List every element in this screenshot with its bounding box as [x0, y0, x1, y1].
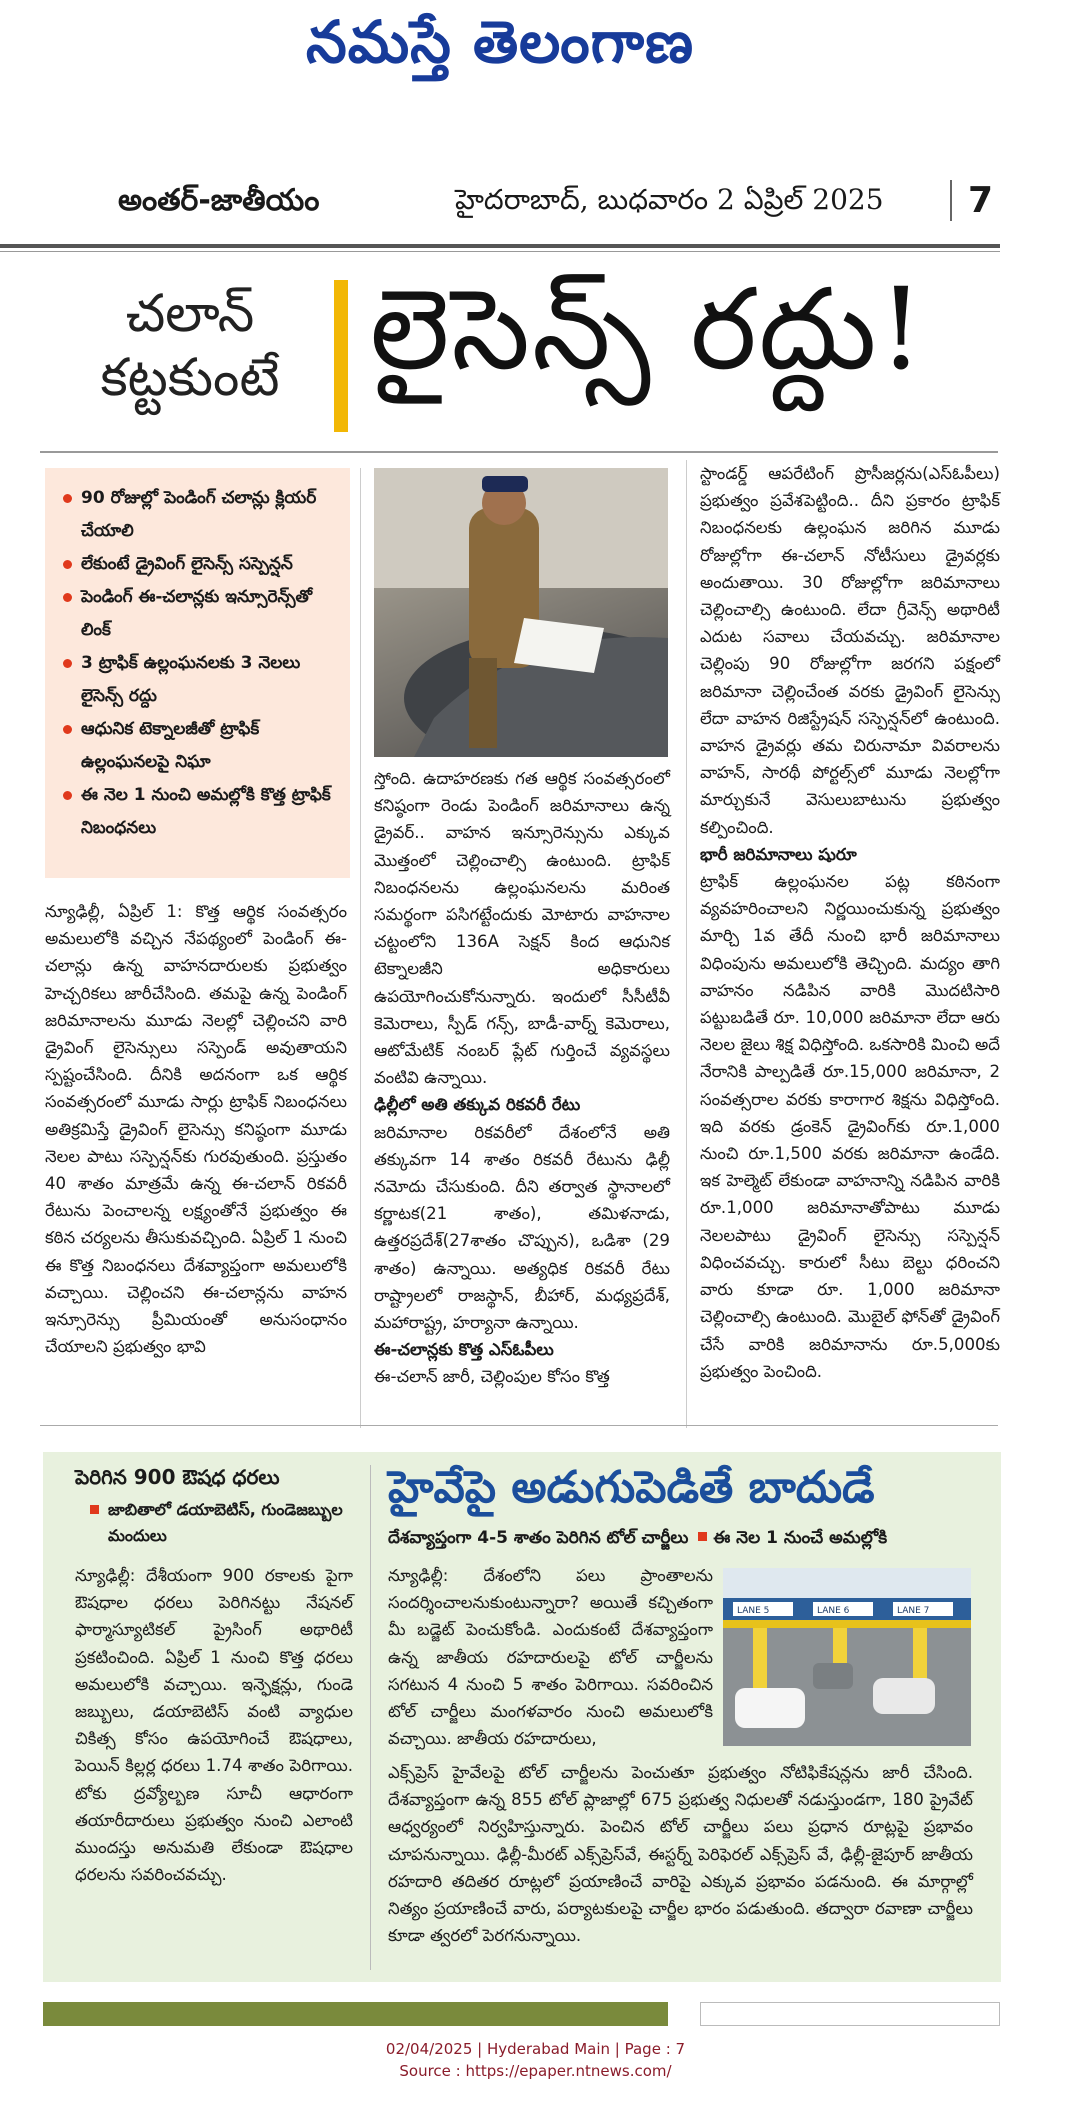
next-section-strip — [43, 2002, 668, 2026]
traffic-police-illustration — [374, 468, 668, 757]
toll-plaza-photo — [723, 1568, 971, 1746]
footer-source: Source : https://epaper.ntnews.com/ — [399, 2062, 672, 2080]
drug-prices-subhead: జాబితాలో డయాబెటిస్, గుండెజబ్బుల మందులు — [90, 1497, 350, 1549]
article-text: స్తోంది. ఉదాహరణకు గత ఆర్థిక సంవత్సరంలో కనిష్ఠంగా రెండు పెండింగ్ జరిమానాలు ఉన్న డ్రైవర్.. వాహన ఇన్సూరెన్సును ఎక్కువ మొత్తంలో చెల్లించాల్సి ఉంటుంది. ట్రాఫిక్ నిబంధనలను ఉల్లంఘనలను మరింత సమర్థంగా పసిగట్టేందుకు మోటారు వాహనాల చట్టంలోని 136A సెక్షన్ కింద ఆధునిక టెక్నాలజీని అధికారులు ఉపయోగించుకోనున్నారు. ఇందులో సీసీటీవీ కెమెరాలు, స్పీడ్ గన్స్, బాడీ-వార్న్ కెమెరాలు, ఆటోమేటిక్ నంబర్ ప్లేట్ గుర్తించే వ్యవస్థలు వంటివి ఉన్నాయి. — [374, 769, 670, 1088]
main-headline: లైసెన్స్ రద్దు! — [370, 265, 926, 395]
subheading-new-sops: ఈ-చలాన్లకు కొత్త ఎస్‌ఓపీలు — [374, 1340, 554, 1360]
kicker-line-1: చలాన్ — [125, 284, 255, 344]
drug-prices-title: పెరిగిన 900 ఔషధ ధరలు — [75, 1465, 280, 1489]
section-label: అంతర్-జాతీయం — [118, 183, 320, 218]
toll-deck-1: దేశవ్యాప్తంగా 4-5 శాతం పెరిగిన టోల్ చార్జీలు — [388, 1528, 689, 1548]
bullet-square-icon — [698, 1532, 707, 1541]
masthead: నమస్తే తెలంగాణ — [306, 8, 694, 76]
article-text: జరిమానాల రికవరీలో దేశంలోనే అతి తక్కువగా 14 శాతం రికవరీ రేటును ఢిల్లీ నమోదు చేసుకుంది. దీని తర్వాత స్థానాలలో కర్ణాటక(21 శాతం), తమిళనాడు, ఉత్తరప్రదేశ్(27శాతం చొప్పున), ఒడిశా (29 శాతం) ఉన్నాయి. అత్యధిక రికవరీ రేటు రాష్ట్రాలలో రాజస్థాన్, బీహార్, మధ్యప్రదేశ్, మహారాష్ట్ర, హర్యానా ఉన్నాయి. — [374, 1122, 670, 1333]
toll-deck-2: ఈ నెల 1 నుంచే అమల్లోకి — [713, 1528, 888, 1548]
toll-text-part-1: న్యూఢిల్లీ: దేశంలోని పలు ప్రాంతాలను సందర్శించాలనుకుంటున్నారా? అయితే కచ్చితంగా మీ బడ్జెట్ పెంచుకోండి. ఎందుకంటే దేశవ్యాప్తంగా ఉన్న జాతీయ రహదారులపై టోల్ చార్జీలను సగటున 4 నుంచి 5 శాతం పెరిగాయి. సవరించిన టోల్ చార్జీలు మంగళవారం నుంచి అమలులోకి వచ్చాయి. జాతీయ రహదారులు, — [388, 1566, 713, 1749]
toll-plaza-illustration — [723, 1568, 971, 1746]
page-number: 7 — [950, 180, 993, 221]
header-rule-thin — [0, 251, 1000, 252]
traffic-police-photo — [374, 468, 668, 757]
toll-headline: హైవేపై అడుగుపెడితే బాదుడే — [388, 1462, 875, 1513]
headline-rule — [40, 451, 998, 453]
toll-deck — [388, 1528, 887, 1552]
article-column-2 — [374, 765, 670, 1391]
kicker-accent-bar — [334, 280, 348, 432]
dateline: హైదరాబాద్, బుధవారం 2 ఏప్రిల్ 2025 — [455, 183, 884, 216]
highlights-box — [45, 468, 350, 878]
toll-sign-lane-6: LANE 6 — [817, 1606, 850, 1616]
next-section-box — [700, 2002, 1000, 2026]
kicker — [50, 282, 330, 410]
highlight-item: ఈ నెల 1 నుంచి అమల్లోకి కొత్త ట్రాఫిక్ నిబంధనలు — [61, 779, 340, 845]
highlight-item: ఆధునిక టెక్నాలజీతో ట్రాఫిక్ ఉల్లంఘనలపై నిఘా — [61, 713, 340, 779]
toll-sign-lane-7: LANE 7 — [897, 1606, 930, 1616]
highlight-item: పెండింగ్ ఈ-చలాన్లకు ఇన్సూరెన్స్‌తో లింక్ — [61, 581, 340, 647]
article-text: ఈ-చలాన్ జారీ, చెల్లింపుల కోసం కొత్త — [374, 1367, 610, 1387]
drug-prices-text: న్యూఢిల్లీ: దేశీయంగా 900 రకాలకు పైగా ఔషధాల ధరలు పెరిగినట్టు నేషనల్ ఫార్మాస్యూటికల్ ప్రైసింగ్ అథారిటీ ప్రకటించింది. ఏప్రిల్ 1 నుంచి కొత్త ధరలు అమలులోకి వచ్చాయి. ఇన్ఫెక్షన్లు, గుండె జబ్బులు, డయాబెటిస్ వంటి వ్యాధుల చికిత్స కోసం ఉపయోగించే ఔషధాలు, పెయిన్ కిల్లర్ల ధరలు 1.74 శాతం పెరిగాయి. టోకు ద్రవ్యోల్బణ సూచీ ఆధారంగా తయారీదారులు ప్రభుత్వం నుంచి ఎలాంటి ముందస్తు అనుమతి లేకుండా ఔషధాల ధరలను సవరించవచ్చు. — [75, 1566, 353, 1885]
header-rule — [0, 244, 1000, 248]
column-divider — [370, 1465, 371, 1970]
column-divider — [360, 468, 361, 1428]
column-divider — [686, 460, 687, 1428]
subheading-heavy-fines: భారీ జరిమానాలు షురూ — [700, 844, 857, 864]
article-text: ట్రాఫిక్ ఉల్లంఘనల పట్ల కఠినంగా వ్యవహరించాలని నిర్ణయించుకున్న ప్రభుత్వం మార్చి 1వ తేదీ నుంచి భారీ జరిమానాలు విధింపును అమలులోకి తెచ్చింది. మద్యం తాగి వాహనం నడిపిన వారికి మొదటిసారి పట్టుబడితే రూ. 10,000 జరిమానా లేదా ఆరు నెలల జైలు శిక్ష విధిస్తోంది. ఒకసారికి మించి అదే నేరానికి పాల్పడితే రూ.15,000 జరిమానా, 2 సంవత్సరాల వరకు కారాగార శిక్షను విధిస్తోంది. ఇది వరకు డ్రంకెన్ డ్రైవింగ్‌కు రూ.1,000 నుంచి రూ.1,500 వరకు జరిమానా ఉండేది. ఇక హెల్మెట్ లేకుండా వాహనాన్ని నడిపిన వారికి రూ.1,000 జరిమానాతోపాటు మూడు నెలలపాటు డ్రైవింగ్ లైసెన్సు సస్పెన్షన్ విధించవచ్చు. కారులో సీటు బెల్టు ధరించని వారు కూడా రూ. 1,000 జరిమానా చెల్లించాల్సి ఉంటుంది. మొబైల్ ఫోన్‌తో డ్రైవింగ్ చేసే వారికి జరిమానాను రూ.5,000కు ప్రభుత్వం పెంచింది. — [700, 872, 1000, 1381]
highlight-item: 90 రోజుల్లో పెండింగ్ చలాన్లు క్లియర్ చేయాలి — [61, 482, 340, 548]
article-column-3 — [700, 460, 1000, 1385]
highlight-item: 3 ట్రాఫిక్ ఉల్లంఘనలకు 3 నెలలు లైసెన్స్ రద్దు — [61, 647, 340, 713]
footer-edition: 02/04/2025 | Hyderabad Main | Page : 7 — [385, 2040, 686, 2058]
toll-sign-lane-5: LANE 5 — [737, 1606, 770, 1616]
kicker-line-2: కట్టకుంటే — [100, 348, 280, 408]
article-column-1: న్యూఢిల్లీ, ఏప్రిల్ 1: కొత్త ఆర్థిక సంవత్సరం అమలులోకి వచ్చిన నేపథ్యంలో పెండింగ్ ఈ-చలాన్లు ఉన్న వాహనదారులకు ప్రభుత్వం హెచ్చరికలు జారీచేసింది. తమపై ఉన్న పెండింగ్ జరిమానాలను మూడు నెలల్లో చెల్లించని వారి డ్రైవింగ్ లైసెన్సులు సస్పెండ్ అవుతాయని స్పష్టంచేసింది. దీనికి అదనంగా ఒక ఆర్థిక సంవత్సరంలో మూడు సార్లు ట్రాఫిక్ నిబంధనలు అతిక్రమిస్తే డ్రైవింగ్ లైసెన్సు కనిష్ఠంగా మూడు నెలల పాటు సస్పెన్షన్‌కు గురవుతుంది. ప్రస్తుతం 40 శాతం మాత్రమే ఉన్న ఈ-చలాన్ రికవరీ రేటును పెంచాలన్న లక్ష్యంతోనే ప్రభుత్వం ఈ కఠిన చర్యలను తీసుకువచ్చింది. ఏప్రిల్ 1 నుంచి ఈ కొత్త నిబంధనలు దేశవ్యాప్తంగా అమలులోకి వచ్చాయి. చెల్లించని ఈ-చలాన్లను వాహన ఇన్సూరెన్సు ప్రీమియంతో అనుసంధానం చేయాలని ప్రభుత్వం భావి — [45, 902, 347, 1357]
highlight-item: లేకుంటే డ్రైవింగ్ లైసెన్స్ సస్పెన్షన్ — [61, 548, 340, 581]
subheading-recovery-rate: ఢిల్లీలో అతి తక్కువ రికవరీ రేటు — [374, 1095, 581, 1115]
section-rule — [40, 1425, 998, 1426]
article-text: స్టాండర్డ్ ఆపరేటింగ్ ప్రొసీజర్లను(ఎస్‌ఓపీలు) ప్రభుత్వం ప్రవేశపెట్టింది.. దీని ప్రకారం ట్రాఫిక్ నిబంధనలకు ఉల్లంఘన జరిగిన మూడు రోజుల్లోగా ఈ-చలాన్ నోటీసులు డ్రైవర్లకు అందుతాయి. 30 రోజుల్లోగా జరిమానాలు చెల్లించాల్సి ఉంటుంది. లేదా గ్రీవెన్స్ అథారిటీ ఎదుట సవాలు చేయవచ్చు. జరిమానాల చెల్లింపు 90 రోజుల్లోగా జరగని పక్షంలో జరిమానా చెల్లించేంత వరకు డ్రైవింగ్ లైసెన్సు లేదా వాహన రిజిస్ట్రేషన్ సస్పెన్షన్‌లో ఉంటుంది. వాహన డ్రైవర్లు తమ చిరునామా వివరాలను వాహన్, సారథీ పోర్టల్స్‌లో మూడు నెలల్లోగా మార్చుకునే వెసులుబాటును ప్రభుత్వం కల్పించింది. — [700, 464, 1000, 837]
toll-text-part-2: ఎక్స్‌ప్రెస్ హైవేలపై టోల్ చార్జీలను పెంచుతూ ప్రభుత్వం నోటిఫికేషన్లను జారీ చేసింది. దేశవ్యాప్తంగా ఉన్న 855 టోల్ ప్లాజాల్లో 675 ప్రభుత్వ నిధులతో నడుస్తుండగా, 180 ప్రైవేట్ ఆధ్వర్యంలో నిర్వహిస్తున్నారు. పెంచిన టోల్ చార్జీలు పలు ప్రధాన రూట్లపై ప్రభావం చూపనున్నాయి. ఢిల్లీ-మీరట్ ఎక్స్‌ప్రెస్‌వే, ఈస్టర్న్ పెరిఫెరల్ ఎక్స్‌ప్రెస్ వే, ఢిల్లీ-జైపూర్ జాతీయ రహదారి తదితర రూట్లలో ప్రయాణించే వారిపై ఎక్కువ ప్రభావం పడనుంది. ఈ మార్గాల్లో నిత్యం ప్రయాణించే వారు, పర్యాటకులపై చార్జీల భారం పడుతుంది. తద్వారా రవాణా చార్జీలు కూడా త్వరలో పెరగనున్నాయి. — [388, 1763, 973, 1946]
